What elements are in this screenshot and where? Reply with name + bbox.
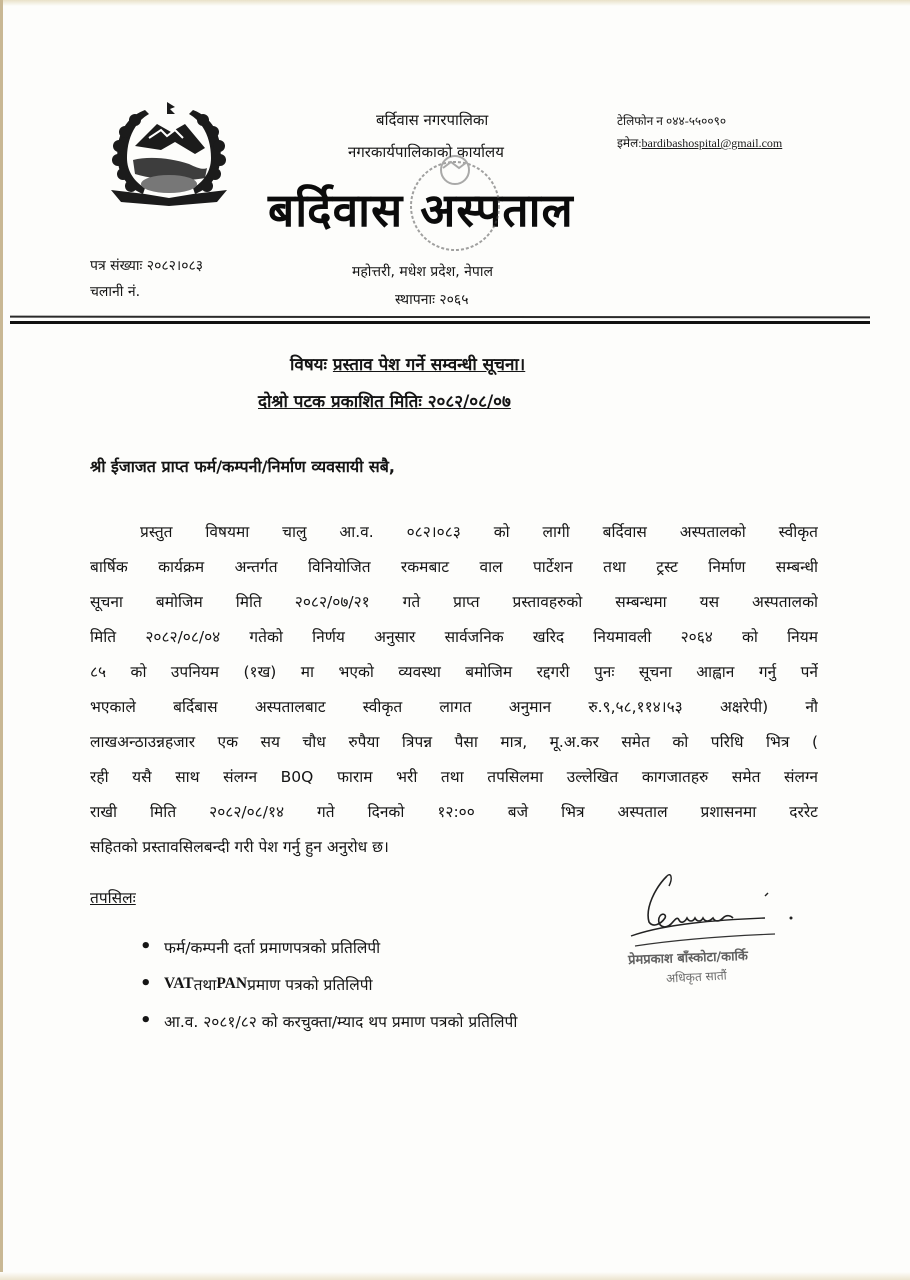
subject-label: विषयः bbox=[290, 355, 327, 375]
signatory-title: अधिकृत सातौं bbox=[665, 968, 728, 986]
annex-item-pan: PAN bbox=[216, 974, 248, 992]
annex-item bbox=[140, 928, 517, 965]
office-name: नगरकार्यपालिकाको कार्यालय bbox=[348, 143, 504, 161]
hospital-email-row bbox=[617, 134, 782, 151]
dispatch-number: चलानी नं. bbox=[90, 284, 141, 300]
annex-item-text: फर्म/कम्पनी दर्ता प्रमाणपत्रको प्रतिलिपी bbox=[164, 938, 381, 957]
body-line: सहितको प्रस्तावसिलबन्दी गरी पेश गर्नु हुन अनुरोध छ। bbox=[90, 838, 389, 856]
annex-item-text: आ.व. २०८१/८२ को करचुक्ता/म्याद थप प्रमाण पत्रको प्रतिलिपी bbox=[164, 1012, 518, 1031]
body-line: बार्षिक कार्यक्रम अन्तर्गत विनियोजित रकमबाट वाल पार्टेशन तथा ट्रस्ट निर्माण सम्बन्धी bbox=[90, 558, 818, 576]
body-line: प्रस्तुत विषयमा चालु आ.व. ०८२।०८३ को लागी बर्दिवास अस्पतालको स्वीकृत bbox=[140, 523, 818, 541]
annex-list bbox=[140, 928, 517, 1039]
municipality-name: बर्दिवास नगरपालिका bbox=[376, 111, 489, 129]
hospital-phone: टेलिफोन न ०४४-५५००९० bbox=[617, 114, 727, 128]
notice-subject bbox=[290, 352, 525, 375]
annex-item bbox=[140, 1002, 517, 1039]
email-label: इमेल: bbox=[617, 136, 642, 150]
bullet-icon: • bbox=[140, 973, 152, 994]
publication-date: दोश्रो पटक प्रकाशित मितिः २०८२/०८/०७ bbox=[258, 392, 511, 412]
signatory-name: प्रेमप्रकाश बाँस्कोटा/कार्कि bbox=[627, 948, 749, 969]
salutation: श्री ईजाजत प्राप्त फर्म/कम्पनी/निर्माण व्यवसायी सबै, bbox=[90, 457, 395, 476]
body-line: लाखअन्ठाउन्नहजार एक सय चौध रुपैया त्रिपन्न पैसा मात्र, मू.अ.कर समेत को परिधि भित्र ( bbox=[90, 733, 818, 751]
header-divider-thin bbox=[10, 316, 870, 319]
annex-item-mid: तथा bbox=[193, 975, 217, 994]
body-line: मिति २०८२/०८/०४ गतेको निर्णय अनुसार सार्वजनिक खरिद नियमावली २०६४ को नियम bbox=[90, 628, 818, 646]
subject-text: प्रस्ताव पेश गर्ने सम्वन्धी सूचना। bbox=[332, 355, 526, 375]
letter-number: पत्र संख्याः २०८२।०८३ bbox=[90, 258, 204, 274]
annex-item bbox=[140, 965, 517, 1002]
nepal-government-emblem-icon bbox=[105, 98, 233, 210]
header-divider-thick bbox=[10, 321, 870, 324]
annex-heading: तपसिलः bbox=[90, 889, 136, 907]
bullet-icon: • bbox=[140, 936, 152, 957]
paper-bottom-edge bbox=[0, 1272, 910, 1280]
hospital-name: बर्दिवास अस्पताल bbox=[268, 183, 574, 237]
body-line: रही यसै साथ संलग्न B0Q फाराम भरी तथा तपसिलमा उल्लेखित कागजातहरु समेत संलग्न bbox=[90, 768, 818, 786]
annex-item-text: प्रमाण पत्रको प्रतिलिपी bbox=[247, 975, 373, 994]
establishment-year: स्थापनाः २०६५ bbox=[395, 292, 469, 308]
body-line: सूचना बमोजिम मिति २०८२/०७/२१ गते प्राप्त प्रस्तावहरुको सम्बन्धमा यस अस्पतालको bbox=[90, 593, 818, 611]
office-seal-stamp-icon bbox=[405, 148, 505, 258]
annex-item-vat: VAT bbox=[164, 974, 194, 992]
hospital-address: महोत्तरी, मधेश प्रदेश, नेपाल bbox=[352, 264, 493, 280]
hospital-email-link[interactable]: bardibashospital@gmail.com bbox=[641, 136, 783, 150]
body-line: भएकाले बर्दिबास अस्पतालबाट स्वीकृत लागत अनुमान रु.९,५८,११४।५३ अक्षरेपी) नौ bbox=[90, 698, 818, 716]
bullet-icon: • bbox=[140, 1010, 152, 1031]
paper-top-edge bbox=[0, 0, 910, 6]
paper-left-edge bbox=[0, 0, 3, 1280]
body-line: ८५ को उपनियम (१ख) मा भएको व्यवस्था बमोजिम रद्दगरी पुनः सूचना आह्वान गर्नु पर्ने bbox=[90, 663, 818, 681]
body-line: राखी मिति २०८२/०८/१४ गते दिनको १२:०० बजे भित्र अस्पताल प्रशासनमा दररेट bbox=[90, 803, 818, 821]
notice-body bbox=[90, 515, 818, 865]
